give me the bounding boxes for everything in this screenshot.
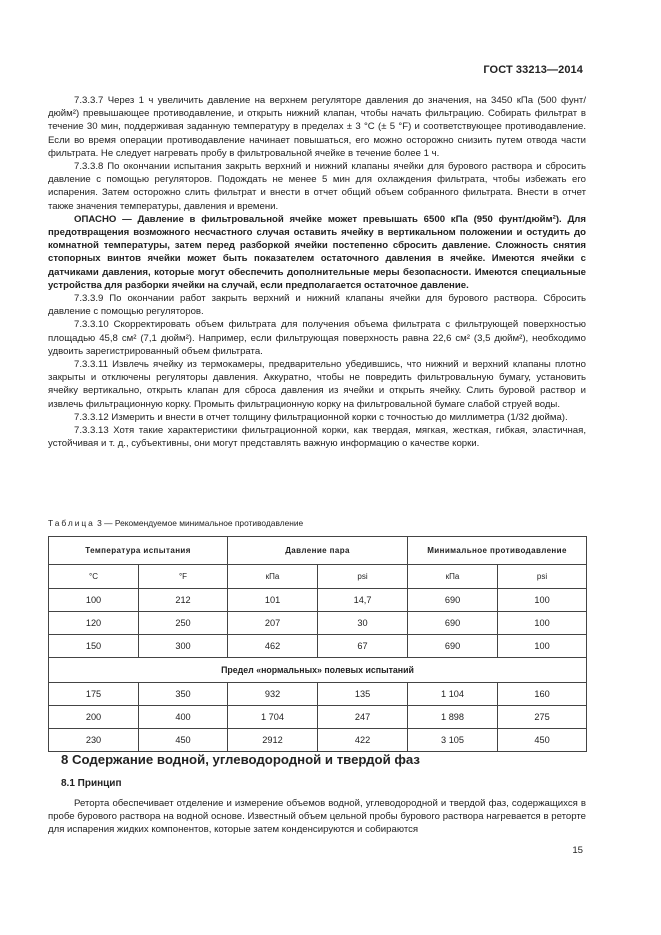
table-cell: 212	[139, 589, 228, 612]
table-row	[49, 635, 587, 658]
table-units-row	[49, 565, 587, 589]
table-cell: 462	[228, 635, 318, 658]
principle-paragraph: Реторта обеспечивает отделение и измерение объемов водной, углеводородной и твердой фаз, содержащихся в пробе бурового раствора на водной основе. Известный объем цельной пробы бурового раствора нагревается в реторте для испарения жидких компонентов, которые затем конденсируются и собираются	[48, 798, 586, 836]
table-cell: 1 104	[408, 683, 498, 706]
unit-cell: кПа	[408, 565, 498, 589]
table-row	[49, 706, 587, 729]
principle-text	[48, 797, 586, 837]
table-cell: 690	[408, 612, 498, 635]
table-cell: 30	[318, 612, 408, 635]
table-cell: 1 898	[408, 706, 498, 729]
table-row	[49, 683, 587, 706]
table-cell: 350	[139, 683, 228, 706]
table-row	[49, 589, 587, 612]
table-cell: 100	[498, 612, 587, 635]
paragraph-7-3-3-10: 7.3.3.10 Скорректировать объем фильтрата для получения объема фильтрата с фильтрующей поверхностью площадью 45,8 см² (7,1 дюйм²). Например, если фильтрующая поверхность равна 22,6 см² (3,5 дюйм²), необходимо удвоить зарегистрированный объем фильтрата.	[48, 319, 586, 357]
table-row	[49, 729, 587, 752]
table-cell: 135	[318, 683, 408, 706]
table-cell: 100	[498, 589, 587, 612]
table-cell: 2912	[228, 729, 318, 752]
table-caption-text: 3 — Рекомендуемое минимальное противодавление	[94, 518, 304, 528]
header-test-temperature: Температура испытания	[49, 537, 228, 565]
unit-cell: °C	[49, 565, 139, 589]
unit-cell: psi	[498, 565, 587, 589]
paragraph-7-3-3-12: 7.3.3.12 Измерить и внести в отчет толщину фильтрационной корки с точностью до миллиметра (1/32 дюйма).	[74, 411, 568, 423]
paragraph-7-3-3-13: 7.3.3.13 Хотя такие характеристики фильтрационной корки, как твердая, мягкая, жесткая, гибкая, эластичная, устойчивая и т. д., субъективны, они могут представлять важную информацию о качестве корки.	[48, 425, 586, 450]
table-cell: 101	[228, 589, 318, 612]
table-cell: 100	[498, 635, 587, 658]
page-number: 15	[572, 845, 583, 856]
table-cell: 160	[498, 683, 587, 706]
table-cell: 247	[318, 706, 408, 729]
unit-cell: °F	[139, 565, 228, 589]
table-row	[49, 612, 587, 635]
paragraph-7-3-3-7: 7.3.3.7 Через 1 ч увеличить давление на верхнем регуляторе давления до значения, на 3450 кПа (500 фунт/дюйм²) превышающее противодавление, и открыть нижний клапан, чтобы начать фильтрацию. Собирать фильтрат в течение 30 мин, поддерживая заданную температуру в пределах ± 3 °С (± 5 °F) и соответствующее противодавление. Если во время операции противодавление начинает повышаться, его можно осторожно снизить путем отвода части фильтрата. Не следует нагревать пробу в фильтровальной ячейке в течение более 1 ч.	[48, 95, 586, 159]
table-cell: 422	[318, 729, 408, 752]
table-cell: 250	[139, 612, 228, 635]
table-header-row	[49, 537, 587, 565]
paragraph-7-3-3-11: 7.3.3.11 Извлечь ячейку из термокамеры, предварительно убедившись, что нижний и верхний клапаны плотно закрыты и отключены регуляторы давления. Аккуратно, чтобы не повредить фильтровальную бумагу, установить ячейку вертикально, открыть клапан для сброса давления из ячейки и открыть ячейку. Слить буровой раствор и извлечь фильтрационную корку. Промыть фильтрационную корку на фильтровальной бумаге слабой струей воды.	[48, 359, 586, 410]
unit-cell: кПа	[228, 565, 318, 589]
table-cell: 120	[49, 612, 139, 635]
table-cell: 100	[49, 589, 139, 612]
paragraph-7-3-3-8: 7.3.3.8 По окончании испытания закрыть верхний и нижний клапаны ячейки для бурового раствора и сбросить давление с помощью регуляторов. Подождать не менее 5 мин для охлаждения фильтрата, чтобы избежать его испарения. Затем осторожно слить фильтрат и внести в отчет общий объем собранного фильтрата. Внести в отчет также значения температуры, давления и времени.	[48, 161, 586, 212]
table-cell: 400	[139, 706, 228, 729]
table-cell: 1 704	[228, 706, 318, 729]
table-cell: 207	[228, 612, 318, 635]
table-cell: 690	[408, 589, 498, 612]
table-cell: 200	[49, 706, 139, 729]
table-cell: 690	[408, 635, 498, 658]
table-cell: 3 105	[408, 729, 498, 752]
header-min-backpressure: Минимальное противодавление	[408, 537, 587, 565]
table-cell: 450	[139, 729, 228, 752]
table-cell: 300	[139, 635, 228, 658]
paragraph-7-3-3-9: 7.3.3.9 По окончании работ закрыть верхний и нижний клапаны ячейки для бурового раствора. Сбросить давление с помощью регуляторов.	[48, 293, 586, 318]
standard-header: ГОСТ 33213—2014	[483, 64, 583, 76]
table-caption	[48, 518, 303, 528]
table-cell: 932	[228, 683, 318, 706]
body-text	[48, 94, 586, 450]
table-caption-label: Таблица	[48, 518, 95, 528]
header-vapor-pressure: Давление пара	[228, 537, 408, 565]
field-test-limit-label: Предел «нормальных» полевых испытаний	[49, 658, 587, 683]
table-cell: 14,7	[318, 589, 408, 612]
section-title: 8 Содержание водной, углеводородной и твердой фаз	[61, 752, 420, 767]
table-cell: 67	[318, 635, 408, 658]
table-cell: 175	[49, 683, 139, 706]
table-section-row	[49, 658, 587, 683]
table-cell: 150	[49, 635, 139, 658]
unit-cell: psi	[318, 565, 408, 589]
table-cell: 450	[498, 729, 587, 752]
backpressure-table	[48, 536, 587, 752]
table-cell: 230	[49, 729, 139, 752]
subsection-title: 8.1 Принцип	[61, 778, 122, 789]
danger-warning: ОПАСНО — Давление в фильтровальной ячейке может превышать 6500 кПа (950 фунт/дюйм²). Для предотвращения возможного несчастного случая оставить ячейку в вертикальном положении и остудить до комнатной температуры, затем перед разборкой ячейки постепенно сбросить давление. Сложность снятия стопорных винтов ячейки может быть показателем остаточного давления в ячейке. Имеются ячейки с датчиками давления, которые могут обеспечить дополнительные меры безопасности. Имеются специальные устройства для разборки ячейки на случай, если предполагается остаточное давление.	[48, 213, 586, 291]
table-cell: 275	[498, 706, 587, 729]
